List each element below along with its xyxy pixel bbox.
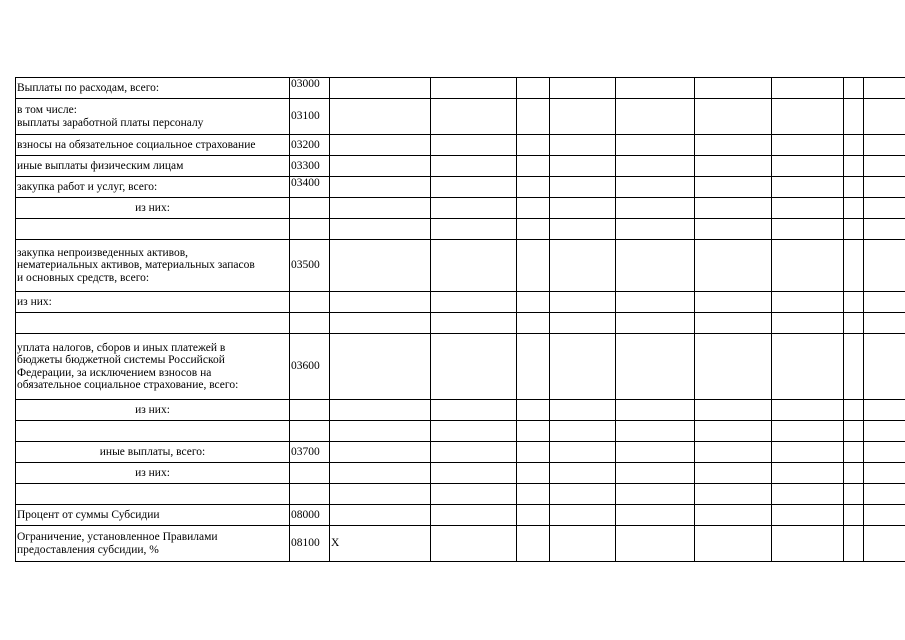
value-cell [864, 334, 905, 400]
value-cell [431, 421, 517, 442]
table-row [16, 135, 905, 156]
value-cell [844, 240, 864, 292]
value-cell [695, 400, 772, 421]
row-label-line: нематериальных активов, материальных запасов [17, 259, 255, 272]
value-cell [330, 240, 431, 292]
value-cell [517, 292, 550, 313]
table-row [16, 99, 905, 135]
row-label-line: предоставления субсидии, % [17, 543, 159, 556]
value-cell [695, 156, 772, 177]
value-cell [616, 421, 695, 442]
value-cell [550, 99, 616, 135]
value-cell [772, 484, 844, 505]
value-cell [772, 313, 844, 334]
value-cell [550, 334, 616, 400]
value-cell [330, 334, 431, 400]
value-cell [550, 313, 616, 334]
row-label [16, 421, 290, 442]
value-cell [517, 505, 550, 526]
value-cell [695, 505, 772, 526]
value-cell [517, 463, 550, 484]
row-code [290, 198, 330, 219]
value-cell [844, 334, 864, 400]
value-cell [550, 156, 616, 177]
value-cell [844, 99, 864, 135]
value-cell [517, 400, 550, 421]
value-cell [772, 198, 844, 219]
row-label: из них: [16, 292, 290, 313]
value-cell [695, 313, 772, 334]
row-label-line: бюджеты бюджетной системы Российской [17, 354, 225, 366]
row-label-line: выплаты заработной платы персоналу [17, 116, 204, 129]
row-label-line: обязательное социальное страхование, всего: [17, 379, 239, 391]
row-code: 03100 [290, 99, 330, 135]
row-code [290, 484, 330, 505]
x-mark-cell: X [330, 526, 431, 562]
row-code [290, 292, 330, 313]
row-label: иные выплаты, всего: [16, 442, 290, 463]
value-cell [695, 334, 772, 400]
row-label [16, 526, 290, 562]
row-label-line: в том числе: [17, 104, 77, 116]
value-cell [431, 240, 517, 292]
value-cell [517, 313, 550, 334]
value-cell [864, 78, 905, 99]
value-cell [550, 177, 616, 198]
value-cell [517, 334, 550, 400]
row-label [16, 240, 290, 292]
value-cell [844, 78, 864, 99]
row-code: 08100 [290, 526, 330, 562]
value-cell [844, 219, 864, 240]
value-cell [616, 292, 695, 313]
value-cell [864, 177, 905, 198]
value-cell [330, 177, 431, 198]
value-cell [864, 156, 905, 177]
value-cell [616, 463, 695, 484]
value-cell [517, 78, 550, 99]
row-label-line: и основных средств, всего: [17, 271, 150, 284]
value-cell [517, 526, 550, 562]
value-cell [844, 156, 864, 177]
value-cell [616, 156, 695, 177]
value-cell [616, 219, 695, 240]
value-cell [330, 484, 431, 505]
row-code: 03000 [290, 78, 330, 99]
value-cell [844, 463, 864, 484]
value-cell [695, 484, 772, 505]
value-cell [517, 240, 550, 292]
value-cell [550, 442, 616, 463]
value-cell [431, 99, 517, 135]
table-row [16, 463, 905, 484]
value-cell [695, 177, 772, 198]
value-cell [864, 526, 905, 562]
value-cell [695, 442, 772, 463]
value-cell [616, 313, 695, 334]
row-label: Выплаты по расходам, всего: [16, 78, 290, 99]
value-cell [695, 421, 772, 442]
value-cell [517, 484, 550, 505]
value-cell [616, 526, 695, 562]
value-cell [330, 313, 431, 334]
row-code [290, 463, 330, 484]
value-cell [330, 156, 431, 177]
value-cell [330, 219, 431, 240]
row-label [16, 99, 290, 135]
value-cell [431, 135, 517, 156]
value-cell [616, 99, 695, 135]
row-code: 03400 [290, 177, 330, 198]
table-row [16, 400, 905, 421]
value-cell [695, 135, 772, 156]
value-cell [695, 292, 772, 313]
value-cell [695, 526, 772, 562]
value-cell [864, 442, 905, 463]
value-cell [772, 334, 844, 400]
value-cell [844, 505, 864, 526]
value-cell [616, 240, 695, 292]
value-cell [772, 177, 844, 198]
value-cell [864, 400, 905, 421]
value-cell [864, 240, 905, 292]
value-cell [864, 484, 905, 505]
row-label: из них: [16, 198, 290, 219]
row-code: 03500 [290, 240, 330, 292]
report-table [15, 77, 905, 562]
table-row [16, 505, 905, 526]
value-cell [616, 135, 695, 156]
value-cell [330, 99, 431, 135]
value-cell [616, 78, 695, 99]
value-cell [844, 421, 864, 442]
row-label-line: уплата налогов, сборов и иных платежей в [17, 341, 226, 354]
value-cell [616, 198, 695, 219]
value-cell [330, 292, 431, 313]
value-cell [864, 463, 905, 484]
value-cell [550, 526, 616, 562]
value-cell [695, 240, 772, 292]
value-cell [431, 219, 517, 240]
value-cell [517, 177, 550, 198]
value-cell [550, 292, 616, 313]
value-cell [772, 526, 844, 562]
value-cell [864, 505, 905, 526]
value-cell [695, 198, 772, 219]
value-cell [550, 219, 616, 240]
value-cell [517, 99, 550, 135]
row-label: закупка работ и услуг, всего: [16, 177, 290, 198]
row-code: 03600 [290, 334, 330, 400]
value-cell [550, 400, 616, 421]
table-row [16, 484, 905, 505]
value-cell [864, 292, 905, 313]
value-cell [431, 78, 517, 99]
value-cell [772, 135, 844, 156]
value-cell [431, 156, 517, 177]
row-label-line: Федерации, за исключением взносов на [17, 366, 212, 379]
value-cell [330, 135, 431, 156]
value-cell [616, 334, 695, 400]
row-code [290, 313, 330, 334]
value-cell [330, 400, 431, 421]
value-cell [772, 99, 844, 135]
value-cell [772, 442, 844, 463]
value-cell [550, 198, 616, 219]
value-cell [695, 99, 772, 135]
value-cell [864, 135, 905, 156]
value-cell [616, 177, 695, 198]
row-code [290, 219, 330, 240]
value-cell [431, 442, 517, 463]
value-cell [616, 484, 695, 505]
value-cell [772, 78, 844, 99]
row-label: иные выплаты физическим лицам [16, 156, 290, 177]
value-cell [864, 313, 905, 334]
table-row [16, 334, 905, 400]
value-cell [844, 484, 864, 505]
value-cell [431, 177, 517, 198]
value-cell [844, 400, 864, 421]
table-row [16, 442, 905, 463]
value-cell [550, 484, 616, 505]
value-cell [695, 219, 772, 240]
value-cell [550, 421, 616, 442]
value-cell [772, 240, 844, 292]
value-cell [431, 313, 517, 334]
value-cell [517, 442, 550, 463]
value-cell [772, 463, 844, 484]
value-cell [550, 135, 616, 156]
row-code: 08000 [290, 505, 330, 526]
value-cell [844, 135, 864, 156]
value-cell [330, 505, 431, 526]
row-label [16, 313, 290, 334]
value-cell [330, 198, 431, 219]
row-label [16, 334, 290, 400]
value-cell [844, 177, 864, 198]
value-cell [550, 505, 616, 526]
table-row [16, 526, 905, 562]
row-label-line: Ограничение, установленное Правилами [17, 531, 218, 543]
value-cell [695, 78, 772, 99]
row-label: из них: [16, 463, 290, 484]
value-cell [844, 292, 864, 313]
value-cell [330, 78, 431, 99]
row-label [16, 219, 290, 240]
table-row [16, 198, 905, 219]
row-code: 03300 [290, 156, 330, 177]
value-cell [330, 421, 431, 442]
value-cell [330, 442, 431, 463]
row-label: Процент от суммы Субсидии [16, 505, 290, 526]
value-cell [844, 442, 864, 463]
row-code [290, 400, 330, 421]
value-cell [431, 505, 517, 526]
row-code: 03200 [290, 135, 330, 156]
value-cell [772, 292, 844, 313]
table-row [16, 156, 905, 177]
value-cell [772, 505, 844, 526]
value-cell [772, 219, 844, 240]
value-cell [844, 198, 864, 219]
value-cell [431, 334, 517, 400]
table-row [16, 219, 905, 240]
value-cell [844, 313, 864, 334]
value-cell [517, 219, 550, 240]
table-row [16, 421, 905, 442]
value-cell [695, 463, 772, 484]
table-row [16, 240, 905, 292]
table-row [16, 78, 905, 99]
value-cell [431, 526, 517, 562]
value-cell [772, 400, 844, 421]
value-cell [517, 421, 550, 442]
value-cell [550, 78, 616, 99]
value-cell [431, 484, 517, 505]
row-code: 03700 [290, 442, 330, 463]
table-row [16, 177, 905, 198]
row-label: из них: [16, 400, 290, 421]
value-cell [864, 198, 905, 219]
value-cell [844, 526, 864, 562]
value-cell [616, 400, 695, 421]
value-cell [864, 99, 905, 135]
table-row [16, 313, 905, 334]
value-cell [616, 505, 695, 526]
row-label-line: закупка непроизведенных активов, [17, 246, 189, 259]
value-cell [431, 463, 517, 484]
value-cell [864, 219, 905, 240]
value-cell [517, 156, 550, 177]
row-code [290, 421, 330, 442]
value-cell [550, 240, 616, 292]
value-cell [616, 442, 695, 463]
value-cell [772, 421, 844, 442]
row-label: взносы на обязательное социальное страхование [16, 135, 290, 156]
value-cell [431, 198, 517, 219]
value-cell [330, 463, 431, 484]
value-cell [772, 156, 844, 177]
row-label [16, 484, 290, 505]
table-row [16, 292, 905, 313]
value-cell [864, 421, 905, 442]
value-cell [431, 400, 517, 421]
value-cell [517, 135, 550, 156]
value-cell [550, 463, 616, 484]
value-cell [431, 292, 517, 313]
value-cell [517, 198, 550, 219]
